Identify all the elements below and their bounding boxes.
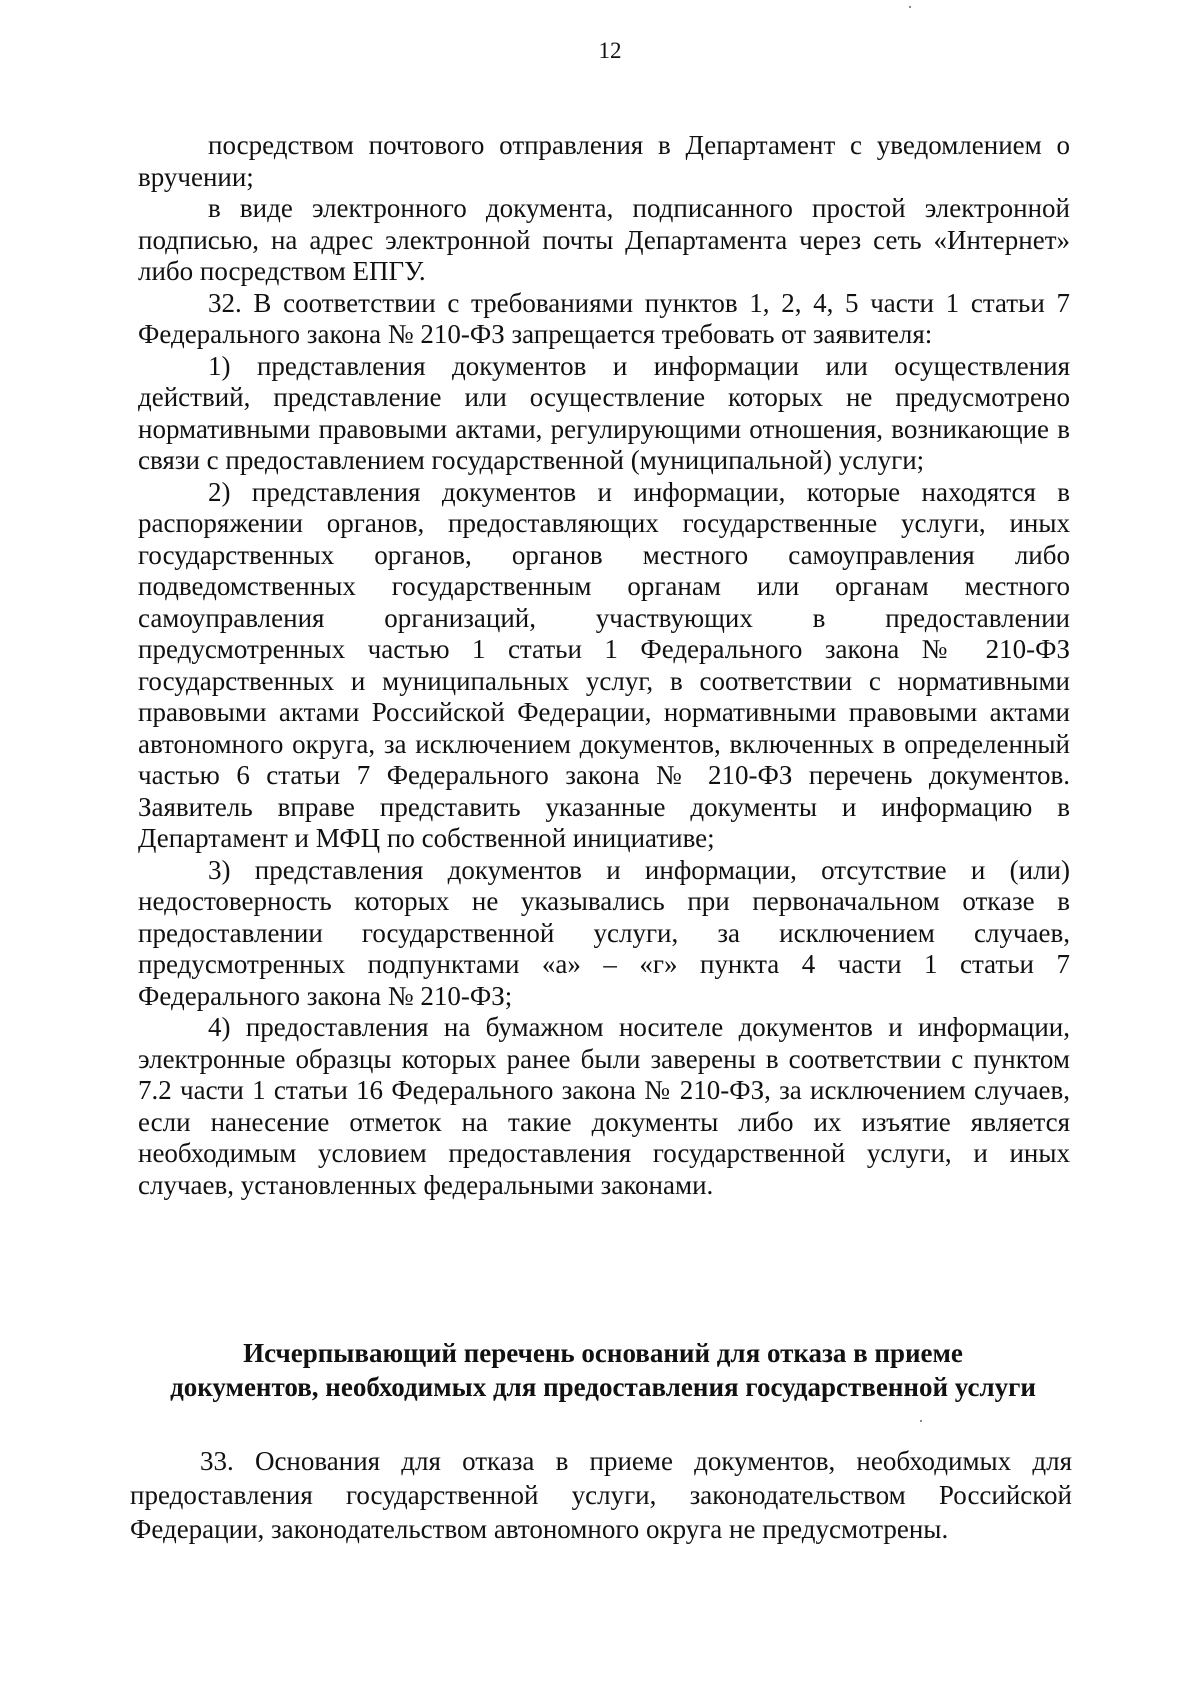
page-number: 12	[598, 38, 622, 63]
document-body	[138, 130, 1070, 1201]
paragraph-item-1: 1) представления документов и информации или осуществления действий, представление или осуществление которых не предусмотрено нормативными правовыми актами, регулирующими отношения, возникающие в связи с предоставлением государственной (муниципальной) услуги;	[138, 350, 1070, 475]
final-section	[130, 1444, 1072, 1546]
paragraph-32: 32. В соответствии с требованиями пунктов 1, 2, 4, 5 части 1 статьи 7 Федерального закона № 210-ФЗ запрещается требовать от заявителя:	[138, 287, 1070, 349]
scan-dot	[920, 1420, 922, 1422]
section-heading-line-1: Исчерпывающий перечень оснований для отказа в приеме	[243, 1338, 963, 1368]
section-heading	[130, 1336, 1076, 1404]
paragraph-postal-delivery: посредством почтового отправления в Департамент с уведомлением о вручении;	[138, 130, 1070, 192]
paragraph-item-3: 3) представления документов и информации, отсутствие и (или) недостоверность которых не указывались при первоначальном отказе в предоставлении государственной услуги, за исключением случаев, предусмотренных подпунктами «а» – «г» пункта 4 части 1 статьи 7 Федерального закона № 210-ФЗ;	[138, 854, 1070, 1011]
scan-dot	[909, 6, 911, 8]
paragraph-electronic-document: в виде электронного документа, подписанного простой электронной подписью, на адрес электронной почты Департамента через сеть «Интернет» либо посредством ЕПГУ.	[138, 193, 1070, 286]
paragraph-item-4: 4) предоставления на бумажном носителе документов и информации, электронные образцы которых ранее были заверены в соответствии с пунктом 7.2 части 1 статьи 16 Федерального закона № 210-ФЗ, за исключением случаев, если нанесение отметок на такие документы либо их изъятие является необходимым условием предоставления государственной услуги, и иных случаев, установленных федеральными законами.	[138, 1012, 1070, 1200]
section-heading-line-2: документов, необходимых для предоставления государственной услуги	[170, 1372, 1036, 1402]
paragraph-33: 33. Основания для отказа в приеме документов, необходимых для предоставления государственной услуги, законодательством Российской Федерации, законодательством автономного округа не предусмотрены.	[130, 1446, 1072, 1544]
paragraph-item-2: 2) представления документов и информации, которые находятся в распоряжении органов, предоставляющих государственные услуги, иных государственных органов, органов местного самоуправления либо подведомственных государственным органам или органам местного самоуправления организаций, участвующих в предоставлении предусмотренных частью 1 статьи 1 Федерального закона № 210-ФЗ государственных и муниципальных услуг, в соответствии с нормативными правовыми актами Российской Федерации, нормативными правовыми актами автономного округа, за исключением документов, включенных в определенный частью 6 статьи 7 Федерального закона № 210-ФЗ перечень документов. Заявитель вправе представить указанные документы и информацию в Департамент и МФЦ по собственной инициативе;	[138, 476, 1070, 853]
